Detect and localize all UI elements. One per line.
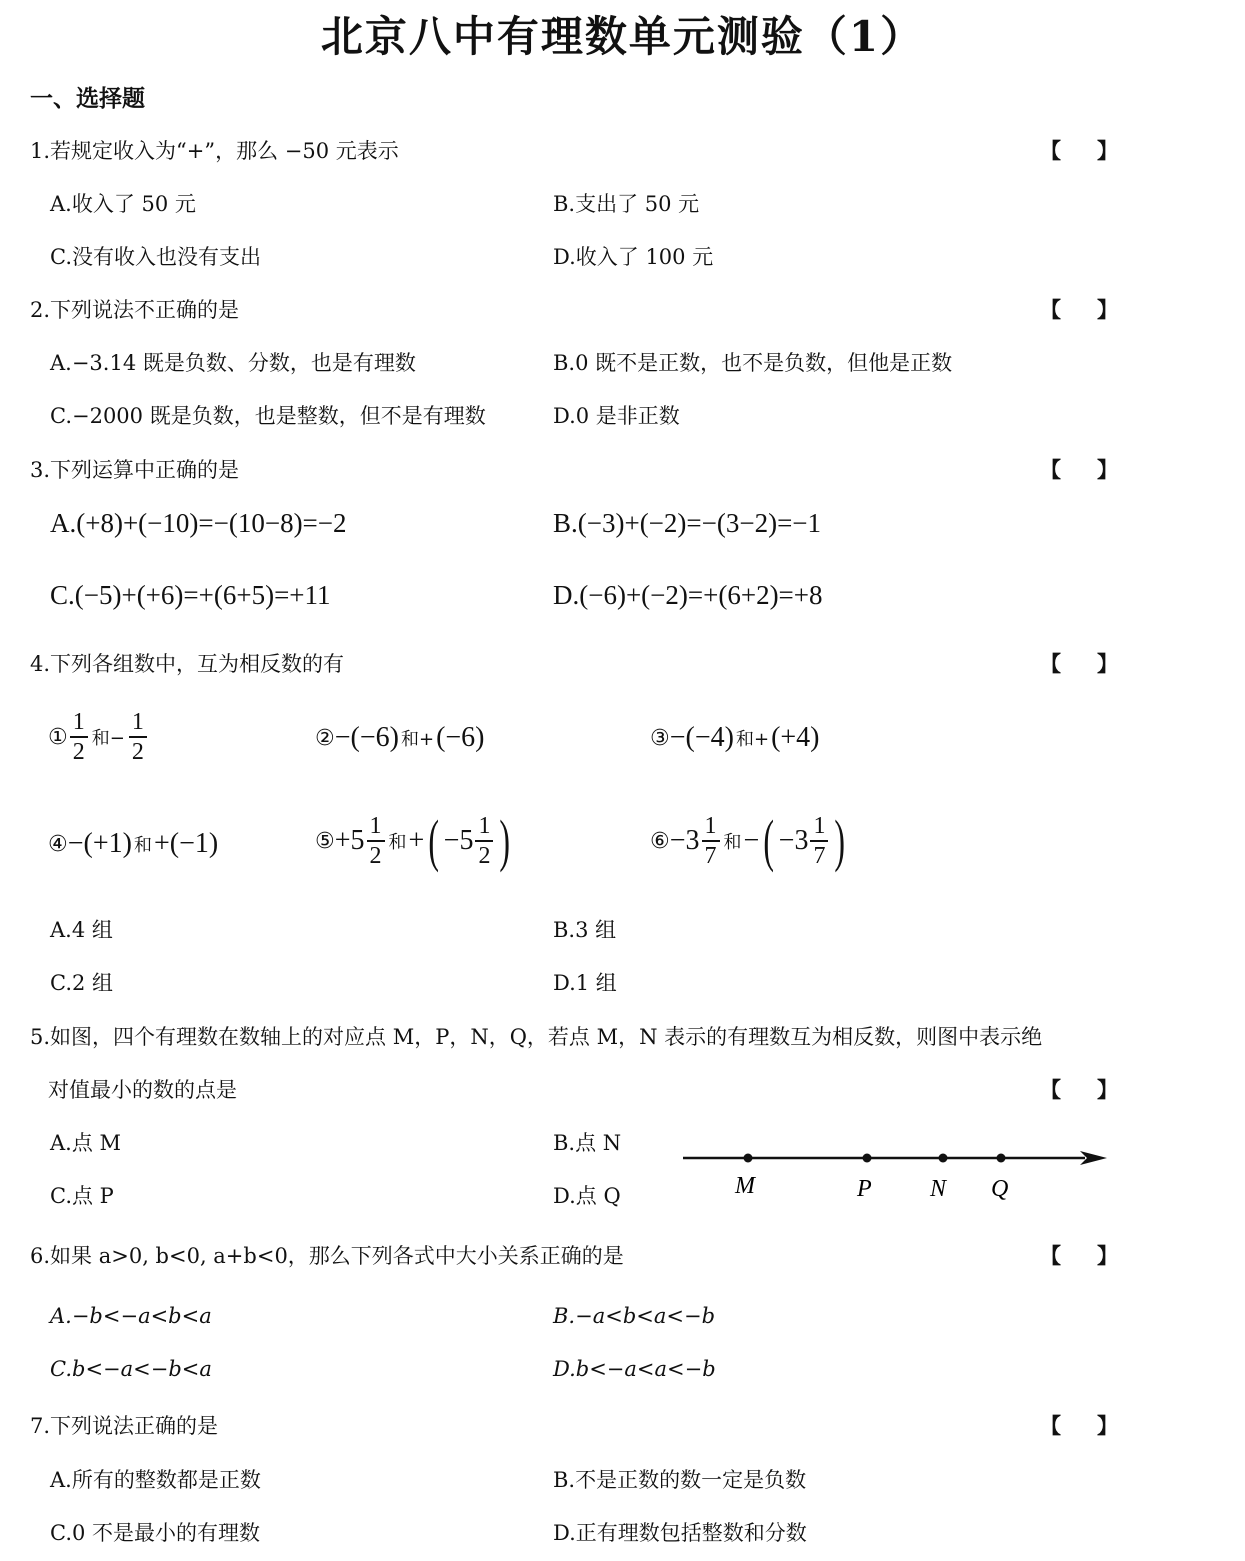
q6-option-c: C.b<−a<−b<a: [50, 1357, 212, 1381]
question-1-stem: 1.若规定收入为“+”，那么 −50 元表示: [30, 139, 399, 163]
point-m: [744, 1154, 753, 1163]
q6-option-a: A.−b<−a<b<a: [50, 1304, 212, 1328]
q1-option-b: B.支出了 50 元: [553, 192, 700, 216]
question-4-stem: 4.下列各组数中，互为相反数的有: [30, 652, 345, 676]
q7-option-c: C.0 不是最小的有理数: [50, 1521, 261, 1545]
q3-option-d: D.(−6)+(−2)=+(6+2)=+8: [553, 580, 823, 610]
question-6-stem: 6.如果 a>0, b<0, a+b<0，那么下列各式中大小关系正确的是: [30, 1244, 624, 1268]
q3-option-a: A.(+8)+(−10)=−(10−8)=−2: [50, 508, 347, 538]
answer-bracket-7[interactable]: 【 】: [1040, 1413, 1118, 1438]
q6-option-d: D.b<−a<a<−b: [553, 1357, 716, 1381]
q4-pair-1: ① $\frac{1}{2}$ 和− $\frac{1}{2}$: [48, 710, 149, 764]
answer-bracket-5[interactable]: 【 】: [1040, 1077, 1118, 1102]
q3-option-b: B.(−3)+(−2)=−(3−2)=−1: [553, 508, 822, 538]
label-p: P: [857, 1176, 872, 1202]
answer-bracket-1[interactable]: 【 】: [1040, 138, 1118, 163]
q5-option-a: A.点 M: [50, 1131, 122, 1155]
q2-option-a: A.−3.14 既是负数、分数，也是有理数: [50, 351, 416, 375]
label-m: M: [735, 1173, 755, 1199]
label-n: N: [930, 1176, 947, 1202]
q4-option-d: D.1 组: [553, 971, 617, 995]
q4-option-a: A.4 组: [50, 918, 113, 942]
q6-option-b: B.−a<b<a<−b: [553, 1304, 716, 1328]
question-3-stem: 3.下列运算中正确的是: [30, 458, 240, 482]
number-line-figure: [675, 1140, 1115, 1210]
q5-option-b: B.点 N: [553, 1131, 622, 1155]
question-2-stem: 2.下列说法不正确的是: [30, 298, 240, 322]
q2-option-c: C.−2000 既是负数，也是整数，但不是有理数: [50, 404, 486, 428]
q7-option-d: D.正有理数包括整数和分数: [553, 1521, 807, 1545]
question-5-stem: 5.如图，四个有理数在数轴上的对应点 M，P，N，Q，若点 M，N 表示的有理数互为相反数，则图中表示绝: [30, 1025, 1043, 1049]
point-p: [863, 1154, 872, 1163]
q1-option-c: C.没有收入也没有支出: [50, 245, 261, 269]
q4-pair-3: ③ −(−4) 和+ (+4): [650, 722, 820, 753]
q2-option-b: B.0 既不是正数，也不是负数，但他是正数: [553, 351, 953, 375]
q2-option-d: D.0 是非正数: [553, 404, 680, 428]
answer-bracket-6[interactable]: 【 】: [1040, 1243, 1118, 1268]
question-5-stem-cont: 对值最小的数的点是: [48, 1078, 237, 1102]
q1-option-d: D.收入了 100 元: [553, 245, 714, 269]
section-heading: 一、选择题: [30, 85, 145, 112]
answer-bracket-4[interactable]: 【 】: [1040, 651, 1118, 676]
q7-option-b: B.不是正数的数一定是负数: [553, 1468, 807, 1492]
question-7-stem: 7.下列说法正确的是: [30, 1414, 219, 1438]
q5-option-d: D.点 Q: [553, 1184, 621, 1208]
q5-option-c: C.点 P: [50, 1184, 114, 1208]
q4-option-c: C.2 组: [50, 971, 114, 995]
q1-option-a: A.收入了 50 元: [50, 192, 196, 216]
page-title: 北京八中有理数单元测验（1）: [320, 12, 925, 61]
answer-bracket-2[interactable]: 【 】: [1040, 297, 1118, 322]
q4-pair-2: ② −(−6) 和+ (−6): [315, 722, 485, 753]
q4-option-b: B.3 组: [553, 918, 617, 942]
q4-pair-5: ⑤ +5 $\frac{1}{2}$ 和 + ( −5 $\frac{1}{2}$ ): [315, 808, 511, 873]
label-q: Q: [991, 1176, 1009, 1202]
q3-option-c: C.(−5)+(+6)=+(6+5)=+11: [50, 580, 331, 610]
q7-option-a: A.所有的整数都是正数: [50, 1468, 261, 1492]
answer-bracket-3[interactable]: 【 】: [1040, 457, 1118, 482]
q4-pair-6: ⑥ −3 $\frac{1}{7}$ 和 − ( −3 $\frac{1}{7}$ ): [650, 808, 846, 873]
q4-pair-4: ④ −(+1) 和 +(−1): [48, 828, 219, 859]
point-n: [939, 1154, 948, 1163]
point-q: [997, 1154, 1006, 1163]
